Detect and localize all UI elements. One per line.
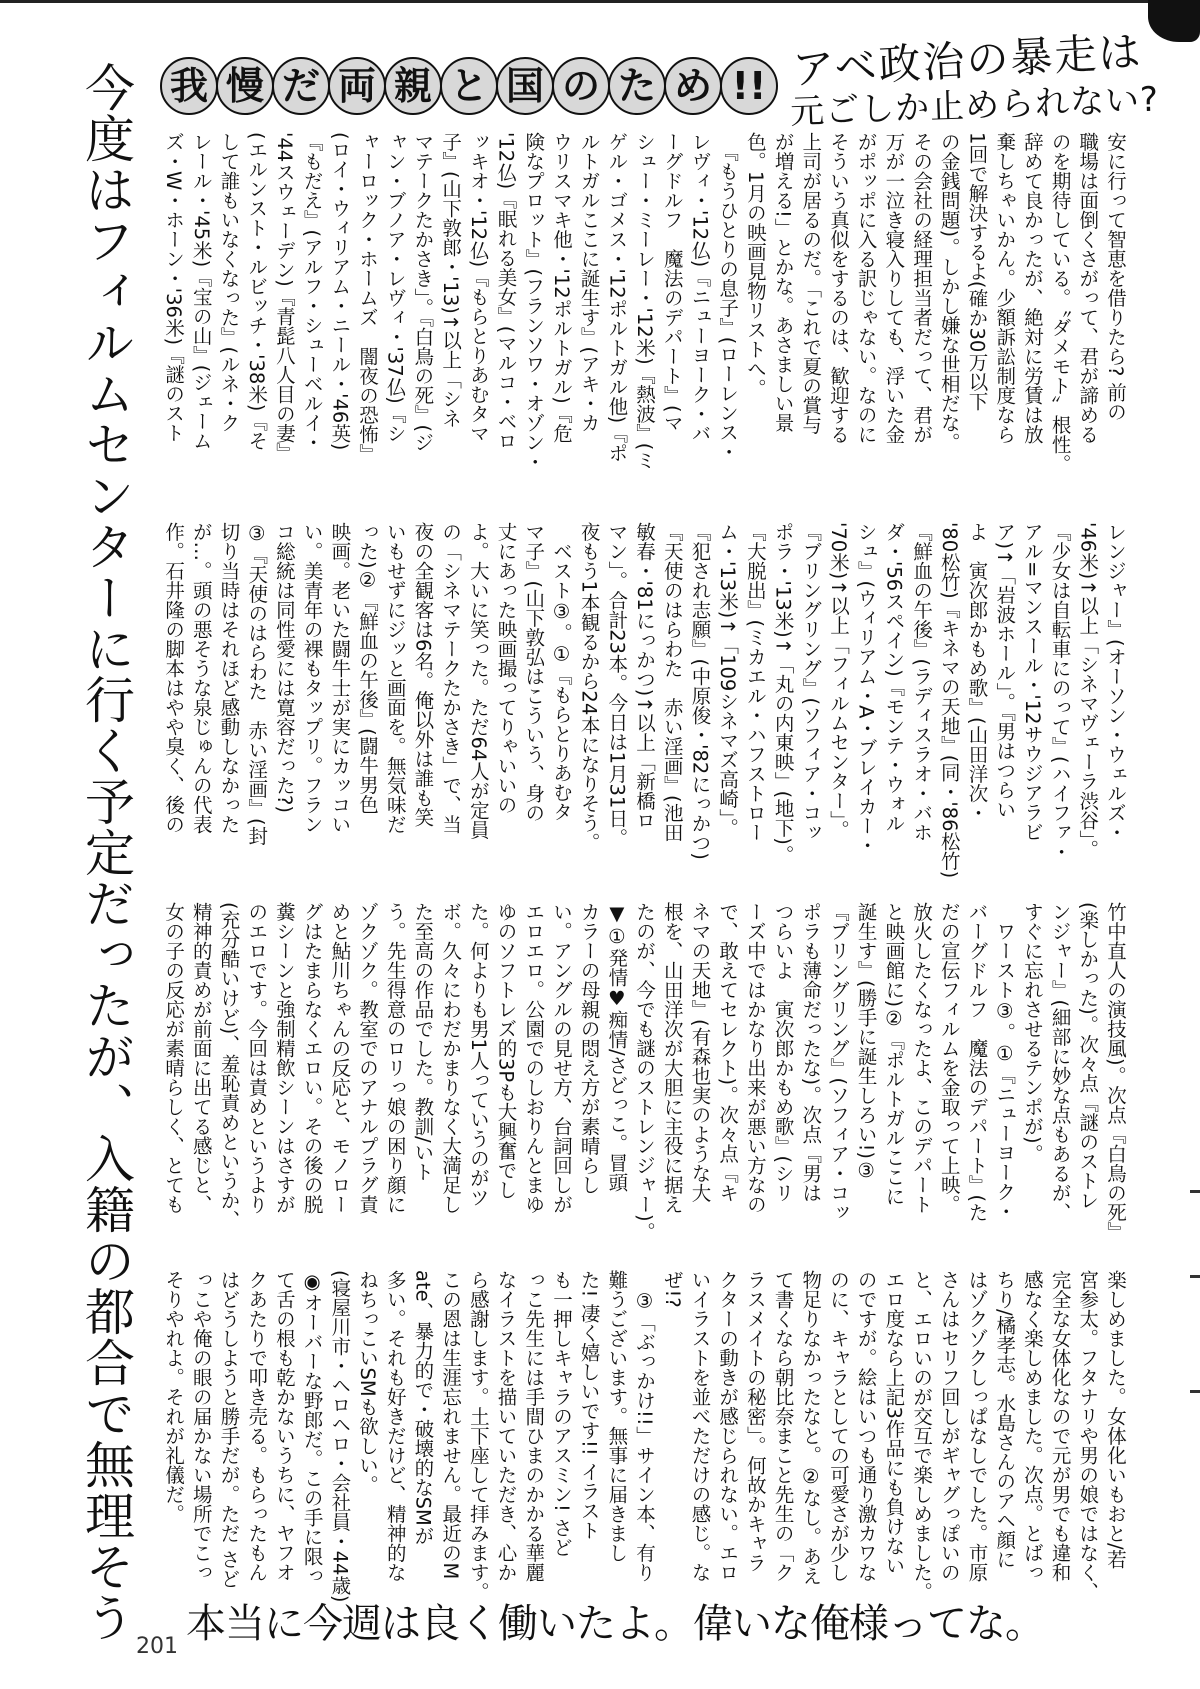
title-circle-char: と [440,57,498,115]
text-column: はゾクゾクしっぱなしでした。市原 [965,1270,989,1582]
title-circle-char: の [552,57,610,115]
text-column: ア)↑「岩波ホール」。『男はつらい [993,522,1017,819]
text-column: がポッポに入る訳じゃない。なのに [854,132,878,444]
text-column: 丈にあった映画撮ってりゃいいの [494,522,518,815]
text-column: (寝屋川市・ヘロヘロ・会社員・44歳) [328,1270,352,1603]
title-circle-char: 我 [160,57,218,115]
title-circle-char: 両 [328,57,386,115]
text-column: い。美青年の裸もタップリ。フラン [300,522,324,834]
text-column: のを期待している。〝ダメモト〟根性。 [1048,132,1072,474]
text-column: 難うございます。無事に届きまし [605,1270,629,1563]
text-column: ネマの天地』(有森也実のような大 [688,902,712,1203]
text-column: ボ。久々にわだかまりなく大満足し [439,902,463,1214]
text-column: 『もだえ』(アルフ・シューベルイ・ [300,132,324,452]
text-column: エロ度なら上記3作品にも負けない [882,1270,906,1575]
text-column: ウリスマキ他・'12ポルトガル)『危 [549,132,573,443]
text-column: っこや俺の眼の届かない場所でこっ [189,1270,213,1582]
text-column: 作。石井隆の脚本はやや臭く、後の [162,522,186,834]
title-circle-char: だ [272,57,330,115]
text-column: エロエロ。公園でのしおりんとまゆ [522,902,546,1214]
text-column: ゾクゾク。教室でのアナルプラグ責 [356,902,380,1214]
text-column: て書くなら朝比奈まこと先生の「ク [771,1270,795,1582]
text-column: つらいよ 寅次郎かもめ歌』(シリ [771,902,795,1203]
text-column: と映画館に)②『ポルトガルここに [882,902,906,1206]
text-column: ◉オーバーな野郎だ。この手に限っ [300,1270,324,1586]
text-column: ーグドルフ 魔法のデパート』(マ [660,132,684,433]
text-column: が増える!」とかな。あさましい景 [771,132,795,433]
text-column: った)②『鮮血の午後』(闘牛男色 [356,522,380,814]
text-column: シュー・ミーレー・'12米)『熱波』(ミ [633,132,657,470]
text-column: う。先生得意のロリっ娘の困り顔に [383,902,407,1214]
text-column: 険なプロット』(フランソワ・オゾン・ [522,132,546,472]
text-column: (楽しかった)。次々点『謎のストレ [1076,902,1100,1210]
text-column: 『もうひとりの息子』(ローレンス・ [716,132,740,462]
text-column: して誰もいなくなった』(ルネ・ク [217,132,241,433]
text-column: めと鮎川ちゃんの反応と、モノロー [328,902,352,1214]
text-column: も一押しキャラのアスミン! さど [549,1270,573,1558]
text-column: マ子』(山下敦弘はこういう、身の [522,522,546,823]
scan-edge-mark [1190,1390,1200,1393]
handwritten-note-top-line1: アベ政治の暴走は [791,26,1144,95]
handwritten-note-bottom: 本当に今週は良く働いたよ。偉いな俺様ってな。 [186,1601,1044,1647]
handwritten-note-top-line2: 元ごしか止められない? [789,79,1160,133]
text-column: ③『天使のはらわた 赤い淫画』(封 [245,522,269,846]
text-column: ゆのソフトレズ的3Pも大興奮でし [494,902,518,1200]
text-column: 竹中直人の演技風)。次点『白鳥の死』 [1104,902,1127,1242]
text-column: ルトガルここに誕生す』(アキ・カ [577,132,601,433]
text-column: マン」。合計23本。今日は1月31日。 [605,522,629,848]
text-column: なイラストを描いていただき、心か [494,1270,518,1582]
text-column: ちり/橘孝志。水島さんのアヘ顔に [993,1270,1017,1570]
text-column: (充分酷いけど)、羞恥責めというか、 [217,902,241,1230]
text-column: た! 凄く嬉しいです!! イラスト [577,1270,601,1540]
column-title-banner [160,57,776,115]
text-column: 1回で解決するよ(確か30万以下 [965,132,989,411]
text-column: クターの動きが感じられない。エロ [716,1270,740,1582]
text-column: すぐに忘れさせるテンポが)。 [1020,902,1044,1164]
text-column: で、敢えてセレクト)。次々点『キ [716,902,740,1203]
text-column: 『天使のはらわた 赤い淫画』(池田 [660,522,684,842]
text-column: コ総統は同性愛には寛容だった?) [272,522,296,813]
text-column: 夜の全観客は6名。俺以外は誰も笑 [411,522,435,827]
text-tier-3 [159,902,1129,1242]
text-column: ム・'13米)↑「109シネマズ高崎」。 [716,522,740,838]
text-column: ゲル・ゴメス・'12ポルトガル他)『ポ [605,132,629,463]
text-column: い。アングルの見せ方、台詞回しが [549,902,573,1214]
scan-ink-blot [1148,0,1200,42]
handwritten-note-left-margin: 今度はフィルムセンターに行く予定だったが、入籍の都合で無理そう [77,62,135,1643]
text-tier-2 [159,522,1129,879]
text-column: この恩は生涯忘れません。最近のM [439,1270,463,1580]
page-number: 201 [136,1634,178,1659]
text-column: (ロイ・ウィリアム・ニール・'46英) [328,132,352,451]
text-column: 『ブリングリング』(ソフィア・コッ [826,902,850,1222]
text-column: 女の子の反応が素晴らしく、とても [162,902,186,1214]
text-column: '70米)↑以上「フィルムセンター」。 [826,522,850,840]
text-column: が…。頭の悪そうな泉じゅんの代表 [189,522,213,834]
text-column: '44スウェーデン)『青髭八人目の妻』 [272,132,296,463]
text-column: た。何よりも男1人っていうのがツ [466,902,490,1207]
text-column: 夜もう1本観るから24本になりそう。 [577,522,601,852]
text-column: のに、キャラとしての可愛さが少し [826,1270,850,1582]
text-column: その会社の経理担当者だって、君が [910,132,934,444]
text-column: (エルンスト・ルビッチ・'38米)『そ [245,132,269,451]
text-column: と、エロいのが交互で楽しめました。 [910,1270,934,1602]
text-column: ダ・'56スペイン)『モンテ・ウォル [882,522,906,833]
text-column: カラーの母親の悶え方が素晴らし [577,902,601,1195]
text-column: ▼①発情♥痴情/さどっこ。冒頭 [605,902,629,1193]
text-column: 敏春・'81にっかつ)↑以上「新橋ロ [633,522,657,830]
text-column: よ。大いに笑った。ただ64人が定員 [466,522,490,840]
text-column: はどうしようと勝手だが。ただ さど [217,1270,241,1589]
text-column: ぜ!? [660,1270,684,1308]
title-circle-char: め [664,57,722,115]
text-column: 『大脱出』(ミカエル・ハフストロー [743,522,767,842]
text-column: ャーロック・ホームズ 闇夜の恐怖』 [356,132,380,464]
scan-edge-mark [1190,1190,1200,1193]
text-column: いイラストを並べただけの感じ。な [688,1270,712,1582]
text-tier-4 [159,1270,1129,1603]
text-column: 辞めて良かったが、絶対に労賃は放 [1020,132,1044,444]
text-column: レヴィ・'12仏)『ニューヨーク・バ [688,132,712,443]
text-column: だの宣伝フィルムを金取って上映。 [937,902,961,1214]
text-tier-1 [159,132,1129,474]
text-column: 上司が居るのだ。「これで夏の賞与 [799,132,823,435]
title-circle-char: 慢 [216,57,274,115]
text-column: て舌の根も乾かないうちに、ヤフオ [272,1270,296,1582]
title-circle-char: 親 [384,57,442,115]
text-column: 楽しめました。女体化いもおと/若 [1104,1270,1127,1570]
text-column: ら感謝します。土下座して拝みます。 [466,1270,490,1602]
text-column: 誕生す』(勝手に誕生しろい!)③ [854,902,878,1183]
text-column: '46米)↑以上「シネマヴェーラ渋谷」。 [1076,522,1100,859]
text-column: 万が一泣き寝入りしても、浮いた金 [882,132,906,444]
text-column: 『犯され志願』(中原俊・'82にっかつ) [688,522,712,860]
text-column: のですが。絵はいつも通り激カワな [854,1270,878,1582]
text-column: 精神的責めが前面に出てる感じと、 [189,902,213,1214]
title-circle-char: た [608,57,666,115]
text-column: 映画。老いた闘牛士が実にカッコい [328,522,352,834]
text-column: クあたりで叩き売る。もらったもん [245,1270,269,1582]
text-column: 感なく楽しめました。次点。とばっ [1020,1270,1044,1582]
text-column: そりやれよ。それが礼儀だ。 [162,1270,186,1524]
text-column: さんはセリフ回しがギャグっぽいの [937,1270,961,1582]
text-column: ラスメイトの秘密」。何故かキャラ [743,1270,767,1573]
text-column: 『ブリングリング』(ソフィア・コッ [799,522,823,842]
text-column: の金銭問題)。しかし嫌な世相だな。 [937,132,961,452]
page-top-edge [0,0,1200,3]
text-column: っこ先生には手間ひまのかかる華麗 [522,1270,546,1582]
text-column: 物足りなかったなと。②なし。あえ [799,1270,823,1586]
text-column: '80松竹)『キネマの天地』(同・'86松竹) [937,522,961,879]
text-column: ③「ぶっかけ!!」サイン本、有り [633,1270,657,1582]
text-column: 宮参太。フタナリや男の娘ではなく、 [1076,1270,1100,1602]
title-circle-char: 国 [496,57,554,115]
text-column: の「シネマテークたかさき」で、当 [439,522,463,834]
text-column: ーズ中ではかなり出来が悪い方なの [743,902,767,1214]
text-column: ポラも薄命だったな)。次点『男は [799,902,823,1203]
text-column: シュ』(ウィリアム・A・ブレイカー・ [854,522,878,855]
text-column: ate、暴力的で・破壊的なSMが [411,1270,435,1546]
text-column: 糞シーンと強制精飲シーンはさすが [272,902,296,1214]
text-column: よ 寅次郎かもめ歌』(山田洋次・ [965,522,989,823]
text-column: ワースト③。①『ニューヨーク・ [993,902,1017,1221]
text-column: 切り当時はそれほど感動しなかった [217,522,241,834]
text-column: たのが、今でも謎のストレンジャー)。 [633,902,657,1242]
text-column: 放火したくなったよ、このデパート [910,902,934,1214]
text-column: 多い。それも好きだけど、精神的な [383,1270,407,1582]
title-circle-char: !! [720,57,778,115]
text-column: た至高の作品でした。教訓/いト [411,902,435,1182]
text-column: マテークたかさき」。『白鳥の死』(ジ [411,132,435,452]
text-column: ッキオ・'12仏)『もらとりあむタマ [466,132,490,443]
text-column: ズ・W・ホーン・'36米)『謎のスト [162,132,186,443]
text-column: ャン・ブノア・レヴィ・'37仏)『シ [383,132,407,443]
text-column: 『鮮血の午後』(ラディスラオ・バホ [910,522,934,842]
text-column: いもせずにジッと画面を。無気味だ [383,522,407,834]
text-column: 根を、山田洋次が大胆に主役に据え [660,902,684,1214]
text-column: 安に行って智恵を借りたら? 前の [1104,132,1127,422]
text-column: のエロです。今回は責めというより [245,902,269,1214]
text-column: 『少女は自転車にのって』(ハイファ・ [1048,522,1072,862]
text-column: バーグドルフ 魔法のデパート』(た [965,902,989,1222]
text-column: 職場は面倒くさがって、君が諦める [1076,132,1100,444]
text-column: ベスト③。①『もらとりあむタ [549,522,573,822]
scan-edge-mark [1190,1275,1200,1278]
text-column: ねちっこいSMも欲しい。 [356,1270,380,1495]
text-column: レンジャー』(オーソン・ウェルズ・ [1104,522,1127,842]
text-column: ポラ・'13米)↑「丸の内東映」(地下)。 [771,522,795,865]
text-column: グはたまらなくエロい。その後の脱 [300,902,324,1214]
text-column: 子』(山下敦郎・'13)↑以上「シネ [439,132,463,428]
text-column: そういう真似をするのは、歓迎する [826,132,850,444]
text-column: '12仏)『眠れる美女』(マルコ・ベロ [494,132,518,451]
text-column: アル=マンスール・'12サウジアラビ [1020,522,1044,842]
text-column: 色。1月の映画見物リストへ。 [743,132,767,398]
text-column: ンジャー』(細部に妙な点もあるが、 [1048,902,1072,1222]
text-column: 棄しちゃいかん。少額訴訟制度なら [993,132,1017,444]
text-column: 完全な女体化なので元が男でも違和 [1048,1270,1072,1582]
text-column: レール・'45米)『宝の山』(ジェーム [189,132,213,451]
